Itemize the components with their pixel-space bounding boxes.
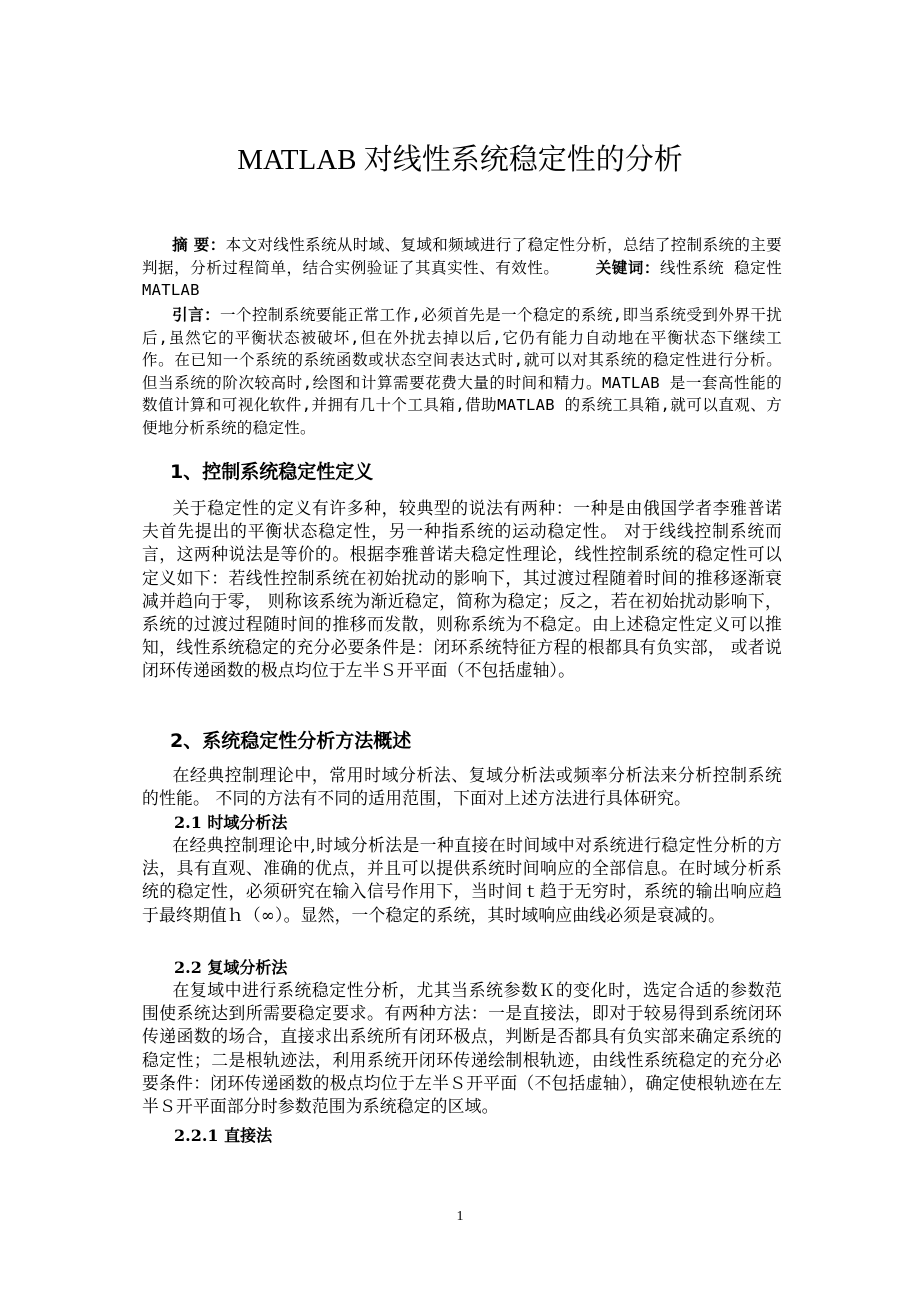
page-number: 1 — [456, 1209, 464, 1224]
keywords-label: 关键词： — [595, 258, 660, 277]
section-2-text: 在经典控制理论中，常用时域分析法、复域分析法或频率分析法来分析控制系统的性能。 不同的方法有不同的适用范围，下面对上述方法进行具体研究。 — [142, 765, 782, 809]
section-2-2-paragraph — [142, 979, 782, 1118]
document-title: MATLAB 对线性系统稳定性的分析 — [237, 144, 683, 176]
section-2-1-paragraph — [142, 834, 782, 927]
section-2-2-heading: 2.2 复域分析法 — [174, 958, 288, 977]
section-2-2-text: 在复域中进行系统稳定性分析，尤其当系统参数Ｋ的变化时，选定合适的参数范围使系统达到所需要稳定要求。有两种方法：一是直接法，即对于较易得到系统闭环传递函数的场合，直接求出系统所有闭环极点，判断是否都具有负实部来确定系统的稳定性；二是根轨迹法，利用系统开闭环传递绘制根轨迹，由线性系统稳定的充分必要条件：闭环传递函数的极点均位于左半Ｓ开平面（不包括虚轴），确定使根轨迹在左半Ｓ开平面部分时参数范围为系统稳定的区域。 — [142, 980, 782, 1117]
section-1-paragraph — [142, 497, 782, 683]
section-2-1-heading: 2.1 时域分析法 — [174, 813, 288, 832]
section-1-heading: 1、控制系统稳定性定义 — [170, 461, 374, 483]
section-2-2-1-heading: 2.2.1 直接法 — [174, 1126, 273, 1145]
intro-text: 一个控制系统要能正常工作,必须首先是一个稳定的系统,即当系统受到外界干扰后,虽然它的平衡状态被破坏,但在外扰去掉以后,它仍有能力自动地在平衡状态下继续工作。在已知一个系统的系统函数或状态空间表达式时,就可以对其系统的稳定性进行分析。但当系统的阶次较高时,绘图和计算需要花费大量的时间和精力。MATLAB 是一套高性能的数值计算和可视化软件,并拥有几十个工具箱,借助MATLAB 的系统工具箱,就可以直观、方便地分析系统的稳定性。 — [142, 306, 782, 437]
intro-paragraph — [142, 304, 782, 440]
section-2-paragraph — [142, 764, 782, 810]
abstract-text: 本文对线性系统从时域、复域和频域进行了稳定性分析，总结了控制系统的主要判据，分析过程简单，结合实例验证了其真实性、有效性。 — [142, 236, 782, 277]
section-1-text: 关于稳定性的定义有许多种，较典型的说法有两种：一种是由俄国学者李雅普诺夫首先提出的平衡状态稳定性，另一种指系统的运动稳定性。 对于线线控制系统而言，这两种说法是等价的。根据李雅普诺夫稳定性理论，线性控制系统的稳定性可以定义如下：若线性控制系统在初始扰动的影响下，其过渡过程随着时间的推移逐渐衰减并趋向于零， 则称该系统为渐近稳定，简称为稳定；反之，若在初始扰动影响下，系统的过渡过程随时间的推移而发散，则称系统为不稳定。由上述稳定性定义可以推知，线性系统稳定的充分必要条件是：闭环系统特征方程的根都具有负实部， 或者说闭环传递函数的极点均位于左半Ｓ开平面（不包括虚轴）。 — [142, 498, 782, 681]
keywords-text: 线性系统 稳定性 MATLAB — [142, 258, 782, 300]
section-2-heading: 2、系统稳定性分析方法概述 — [170, 730, 412, 752]
section-2-1-text: 在经典控制理论中,时域分析法是一种直接在时间域中对系统进行稳定性分析的方法，具有直观、准确的优点，并且可以提供系统时间响应的全部信息。在时域分析系统的稳定性，必须研究在输入信号作用下，当时间ｔ趋于无穷时，系统的输出响应趋于最终期值ｈ（∞）。显然，一个稳定的系统，其时域响应曲线必须是衰减的。 — [142, 835, 782, 925]
intro-label: 引言： — [172, 306, 221, 324]
abstract-label: 摘 要： — [172, 236, 226, 254]
abstract-paragraph — [142, 234, 782, 302]
